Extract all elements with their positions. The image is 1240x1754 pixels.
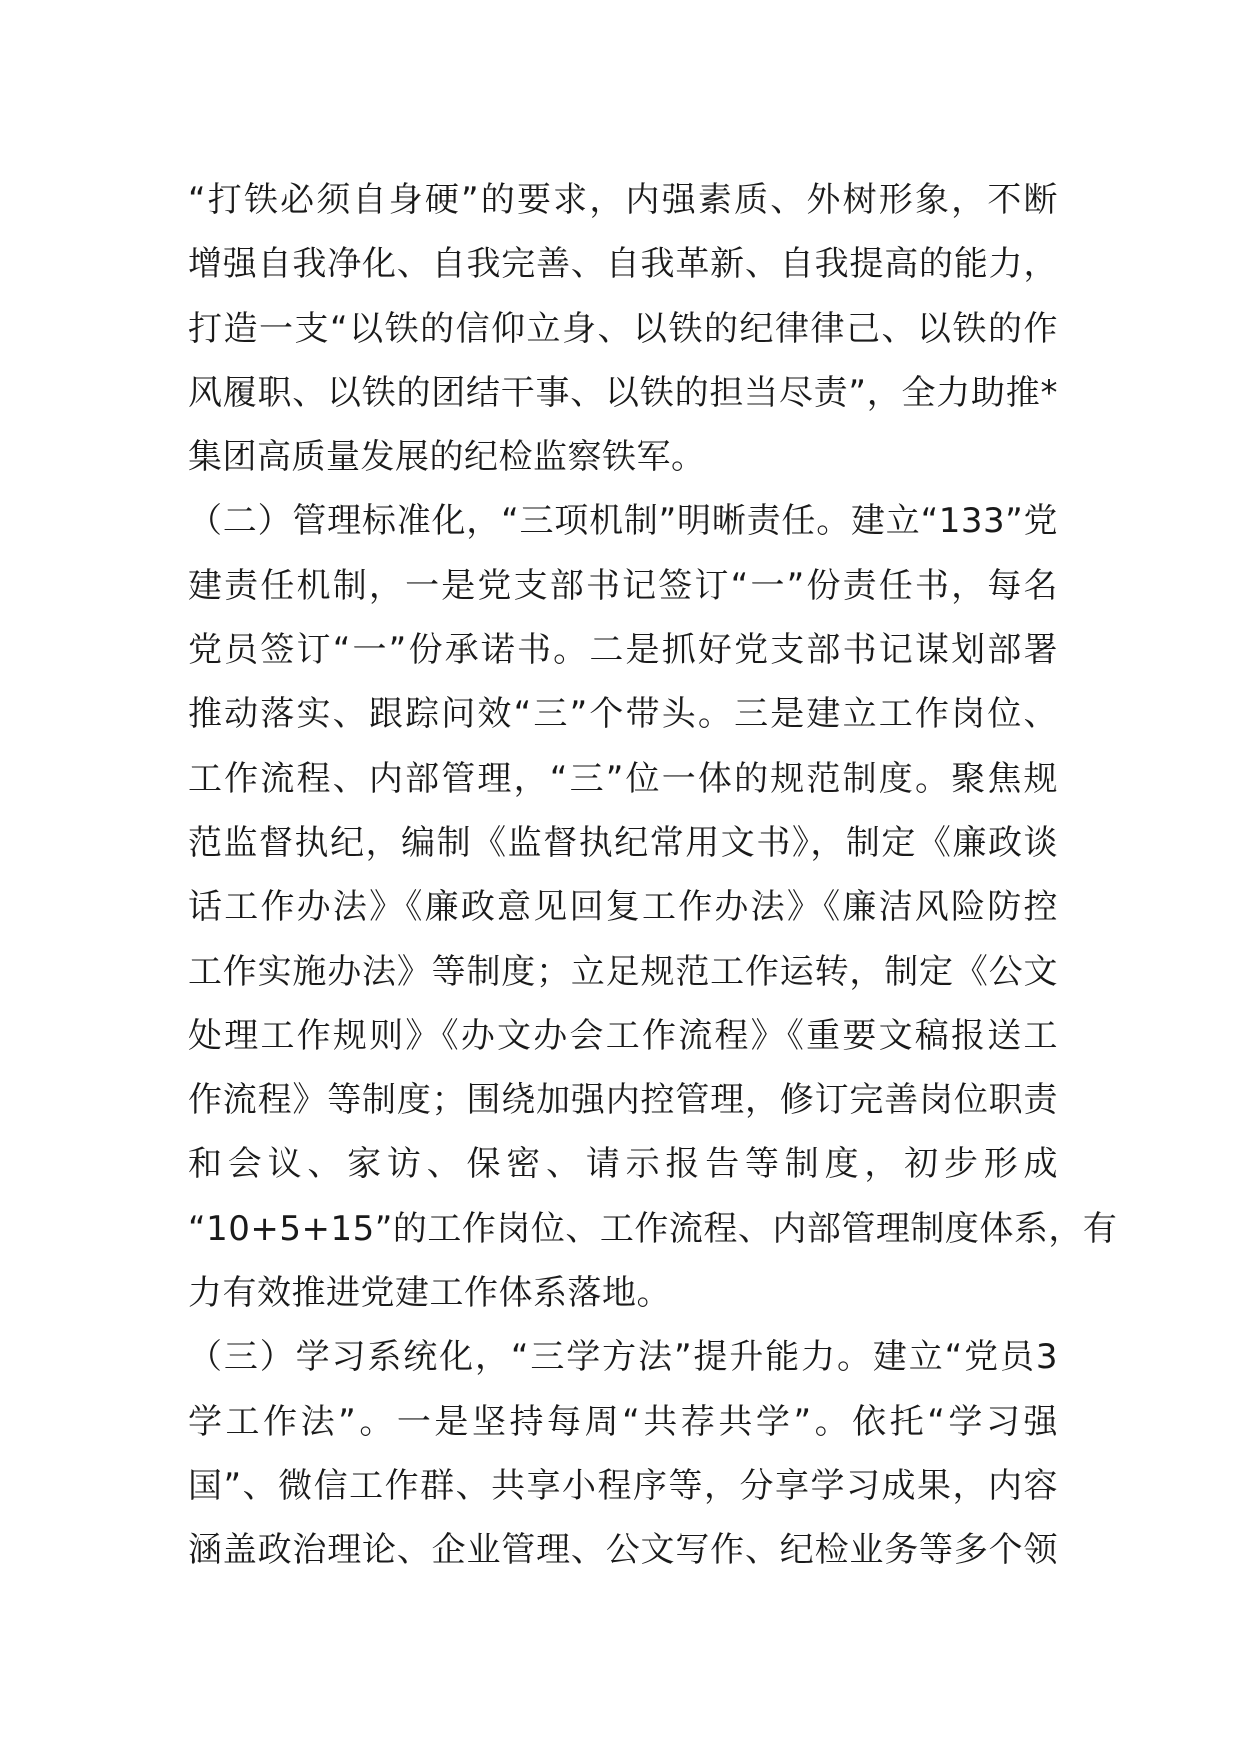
section-heading-line: （三）学习系统化，“三学方法”提升能力。建立“党员3 — [188, 1337, 1058, 1378]
text-line: 话工作办法》《廉政意见回复工作办法》《廉洁风险防控 — [188, 887, 1058, 928]
text-line: 风履职、以铁的团结干事、以铁的担当尽责”，全力助推* — [188, 372, 1058, 413]
text-line: 和会议、家访、保密、请示报告等制度，初步形成 — [188, 1144, 1058, 1185]
text-line: 推动落实、跟踪问效“三”个带头。三是建立工作岗位、 — [188, 694, 1058, 735]
text-line: 力有效推进党建工作体系落地。 — [188, 1273, 671, 1314]
text-line: 工作流程、内部管理，“三”位一体的规范制度。聚焦规 — [188, 758, 1058, 799]
text-line: 处理工作规则》《办文办会工作流程》《重要文稿报送工 — [188, 1015, 1058, 1056]
text-line: “10+5+15”的工作岗位、工作流程、内部管理制度体系，有 — [188, 1208, 1118, 1249]
text-line: 党员签订“一”份承诺书。二是抓好党支部书记谋划部署 — [188, 630, 1058, 671]
text-line: 学工作法”。一是坚持每周“共荐共学”。依托“学习强 — [188, 1401, 1058, 1442]
text-line: 涵盖政治理论、企业管理、公文写作、纪检业务等多个领 — [188, 1530, 1058, 1571]
text-line: 增强自我净化、自我完善、自我革新、自我提高的能力， — [188, 244, 1058, 285]
text-line: 国”、微信工作群、共享小程序等，分享学习成果，内容 — [188, 1465, 1058, 1506]
text-line: 作流程》等制度；围绕加强内控管理，修订完善岗位职责 — [188, 1080, 1058, 1121]
text-line: 建责任机制，一是党支部书记签订“一”份责任书，每名 — [188, 565, 1058, 606]
section-heading-line: （二）管理标准化，“三项机制”明晰责任。建立“133”党 — [188, 501, 1058, 542]
text-line: 范监督执纪，编制《监督执纪常用文书》，制定《廉政谈 — [188, 822, 1058, 863]
body-text — [188, 168, 1118, 1583]
text-line: 打造一支“以铁的信仰立身、以铁的纪律律己、以铁的作 — [188, 308, 1058, 349]
text-line: 工作实施办法》等制度；立足规范工作运转，制定《公文 — [188, 951, 1058, 992]
text-line: 集团高质量发展的纪检监察铁军。 — [188, 437, 706, 478]
text-line: “打铁必须自身硬”的要求，内强素质、外树形象，不断 — [188, 180, 1058, 220]
